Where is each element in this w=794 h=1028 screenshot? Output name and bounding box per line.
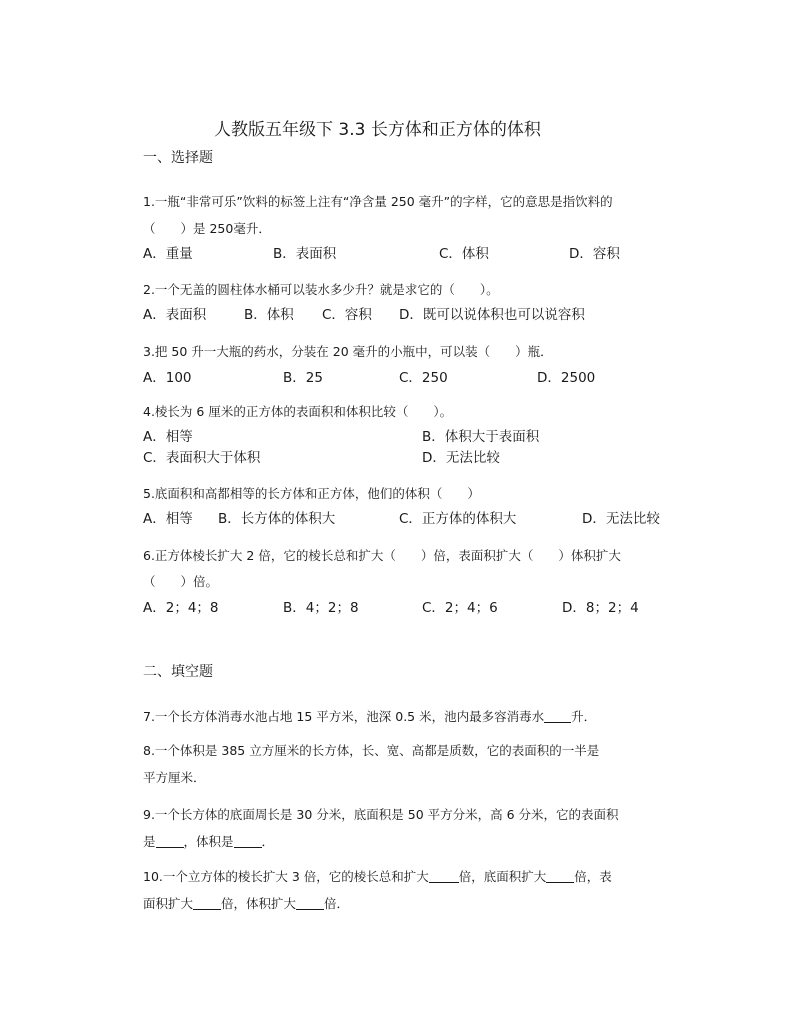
question-2-text: 2.一个无盖的圆柱体水桶可以装水多少升？就是求它的（ ）。 (143, 282, 499, 297)
question-2-option-c: C．容积 (322, 307, 372, 323)
answer-blank[interactable] (544, 710, 571, 723)
answer-blank[interactable] (156, 835, 184, 848)
question-10-middle: 倍，底面积扩大 (458, 869, 547, 884)
question-10-text (143, 867, 612, 885)
question-2-option-a: A．表面积 (143, 307, 207, 323)
question-7-suffix: 升． (571, 709, 597, 724)
question-8-text-continued: 平方厘米． (143, 770, 206, 785)
question-5-option-b: B．长方体的体积大 (218, 511, 336, 527)
question-4-text: 4.棱长为 6 厘米的正方体的表面积和体积比较（ ）。 (143, 404, 453, 419)
question-7-text (143, 707, 596, 725)
question-10-line2-suffix: 倍． (324, 896, 350, 911)
section-heading-choice: 一、选择题 (143, 150, 213, 166)
question-3-option-b: B．25 (283, 370, 323, 386)
question-9-suffix: ． (261, 834, 275, 849)
answer-blank[interactable] (193, 897, 221, 910)
question-4-option-a: A．相等 (143, 429, 193, 445)
answer-blank[interactable] (546, 870, 574, 883)
question-9-text: 9.一个长方体的底面周长是 30 分米，底面积是 50 平方分米，高 6 分米，它的表面积 (143, 807, 619, 822)
question-4-option-b: B．体积大于表面积 (422, 429, 540, 445)
question-10-text-continued (143, 894, 349, 912)
question-6-option-d: D．8；2；4 (562, 600, 639, 616)
question-6-text: 6.正方体棱长扩大 2 倍，它的棱长总和扩大（ ）倍，表面积扩大（ ）体积扩大 (143, 548, 621, 563)
question-1-option-b: B．表面积 (273, 246, 337, 262)
question-5-option-d: D．无法比较 (582, 511, 660, 527)
question-6-option-b: B．4；2；8 (283, 600, 359, 616)
question-5-option-a: A．相等 (143, 511, 193, 527)
answer-blank[interactable] (234, 835, 262, 848)
question-3-option-c: C．250 (399, 370, 448, 386)
question-1-text-continued: （ ）是 250毫升． (143, 221, 271, 236)
question-3-text: 3.把 50 升一大瓶的药水，分装在 20 毫升的小瓶中，可以装（ ）瓶． (143, 344, 553, 359)
question-6-text-continued: （ ）倍。 (143, 574, 219, 589)
question-10-prefix: 10.一个立方体的棱长扩大 3 倍，它的棱长总和扩大 (143, 869, 429, 884)
question-3-option-a: A．100 (143, 370, 192, 386)
question-1-text: 1.一瓶“非常可乐”饮料的标签上注有“净含量 250 毫升”的字样，它的意思是指饮料的 (143, 194, 613, 209)
question-6-option-c: C．2；4；6 (422, 600, 498, 616)
question-10-suffix: 倍，表 (574, 869, 612, 884)
question-5-option-c: C．正方体的体积大 (399, 511, 517, 527)
question-9-middle: ，体积是 (183, 834, 234, 849)
question-7-prefix: 7.一个长方体消毒水池占地 15 平方米，池深 0.5 米，池内最多容消毒水 (143, 709, 545, 724)
question-10-line2-middle: 倍，体积扩大 (221, 896, 297, 911)
question-5-text: 5.底面积和高都相等的长方体和正方体，他们的体积（ ） (143, 486, 480, 501)
answer-blank[interactable] (429, 870, 459, 883)
question-1-option-a: A．重量 (143, 246, 193, 262)
question-2-option-d: D．既可以说体积也可以说容积 (399, 307, 585, 323)
question-3-option-d: D．2500 (537, 370, 596, 386)
question-4-option-d: D．无法比较 (422, 450, 500, 466)
question-6-option-a: A．2；4；8 (143, 600, 219, 616)
page-title: 人教版五年级下 3.3 长方体和正方体的体积 (214, 120, 541, 140)
section-heading-fill-in: 二、填空题 (143, 664, 213, 680)
question-9-prefix: 是 (143, 834, 156, 849)
question-9-text-continued (143, 832, 274, 850)
question-10-line2-prefix: 面积扩大 (143, 896, 194, 911)
question-1-option-d: D．容积 (569, 246, 620, 262)
question-2-option-b: B．体积 (244, 307, 294, 323)
question-1-option-c: C．体积 (439, 246, 489, 262)
question-8-text: 8.一个体积是 385 立方厘米的长方体，长、宽、高都是质数，它的表面积的一半是 (143, 743, 600, 758)
answer-blank[interactable] (296, 897, 324, 910)
question-4-option-c: C．表面积大于体积 (143, 450, 261, 466)
